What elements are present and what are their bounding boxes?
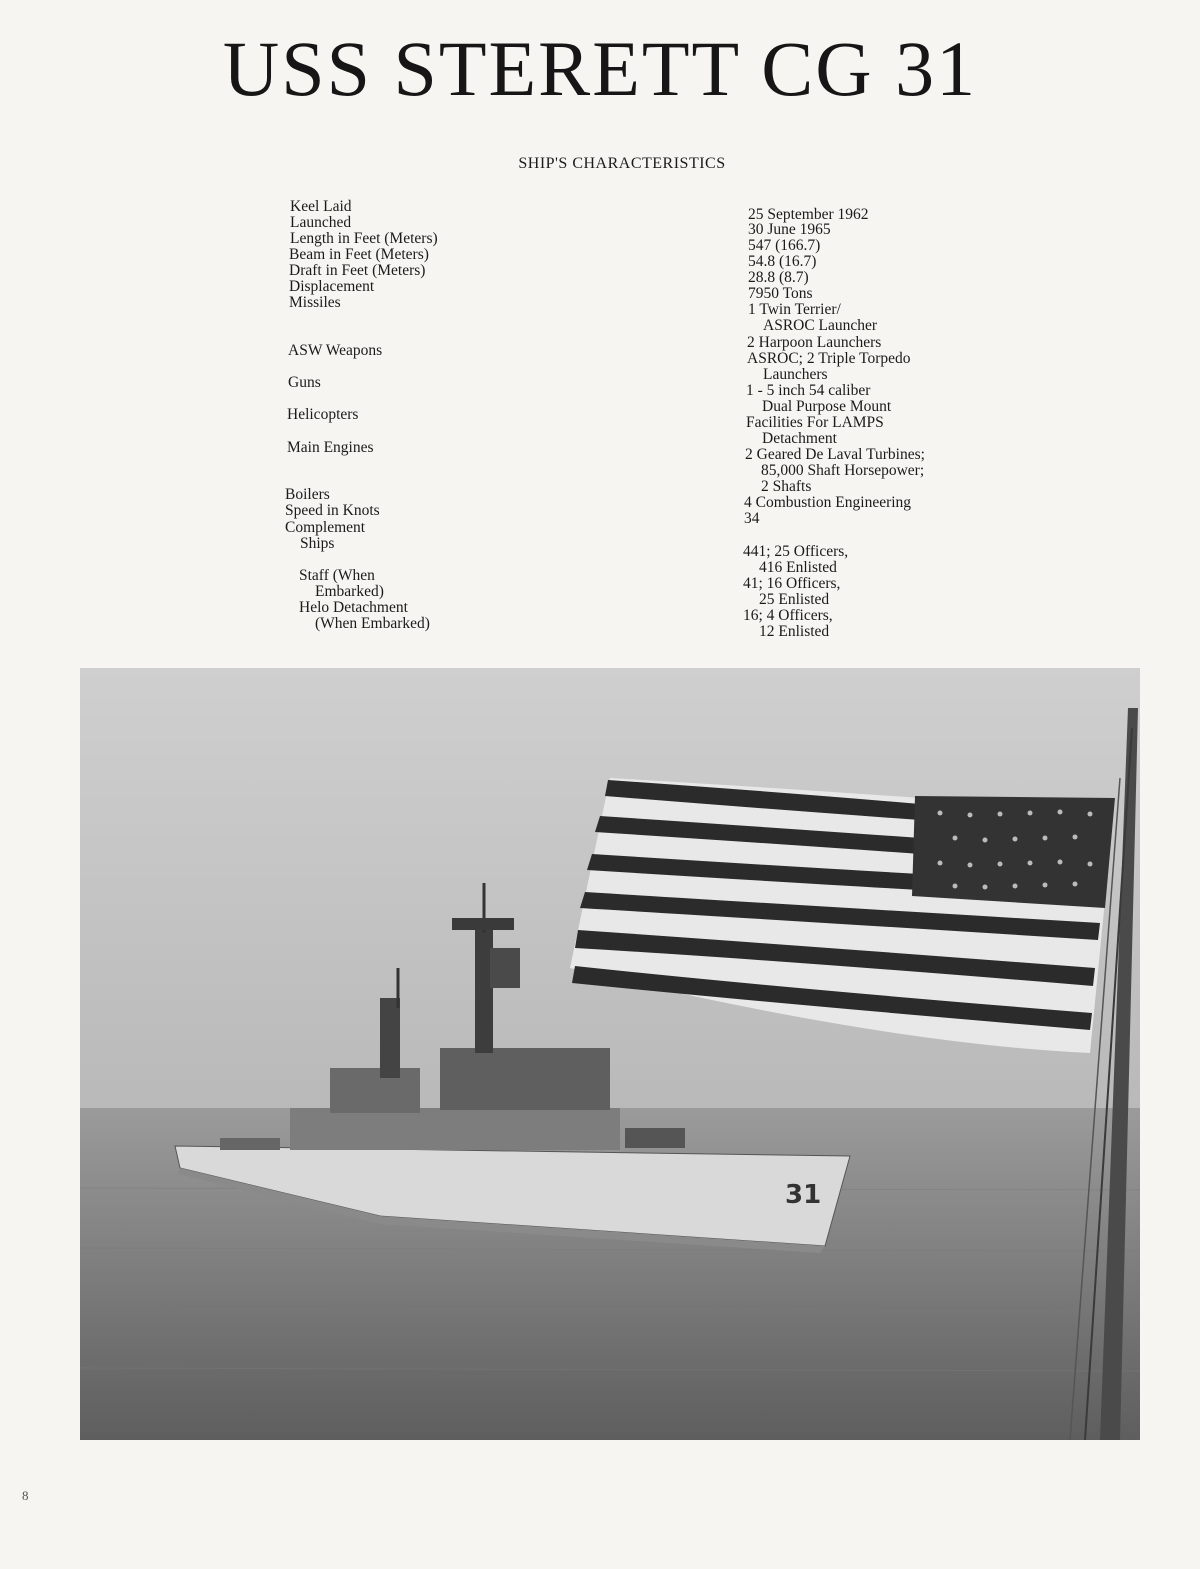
page-title: USS STERETT CG 31	[222, 25, 978, 112]
value-draft: 28.8 (8.7)	[748, 269, 809, 286]
label-asw-weapons: ASW Weapons	[288, 342, 383, 359]
value-missiles-3: 2 Harpoon Launchers	[747, 334, 882, 351]
label-boilers: Boilers	[285, 486, 330, 503]
value-helicopters-1: Facilities For LAMPS	[746, 414, 884, 431]
label-keel-laid: Keel Laid	[290, 198, 352, 215]
value-staff-1: 41; 16 Officers,	[743, 575, 841, 592]
value-displacement: 7950 Tons	[748, 285, 813, 302]
label-staff: Staff (When	[299, 567, 375, 584]
value-engines-1: 2 Geared De Laval Turbines;	[745, 446, 925, 463]
value-missiles-2: ASROC Launcher	[763, 317, 878, 334]
value-engines-3: 2 Shafts	[761, 478, 812, 495]
value-staff-2: 25 Enlisted	[759, 591, 830, 608]
value-ships-2: 416 Enlisted	[759, 559, 837, 576]
label-ships: Ships	[300, 535, 335, 552]
value-helicopters-2: Detachment	[762, 430, 837, 447]
label-helicopters: Helicopters	[287, 406, 359, 423]
section-heading: SHIP'S CHARACTERISTICS	[518, 155, 726, 172]
label-displacement: Displacement	[289, 278, 375, 295]
label-missiles: Missiles	[289, 294, 341, 311]
value-engines-2: 85,000 Shaft Horsepower;	[761, 462, 925, 479]
label-draft: Draft in Feet (Meters)	[289, 262, 426, 279]
label-launched: Launched	[290, 214, 352, 231]
value-guns-2: Dual Purpose Mount	[762, 398, 892, 415]
label-length: Length in Feet (Meters)	[290, 230, 438, 247]
value-asw-2: Launchers	[763, 366, 828, 383]
label-helo-embarked: (When Embarked)	[315, 615, 430, 632]
label-helo-detachment: Helo Detachment	[299, 599, 408, 616]
value-speed: 34	[744, 510, 760, 527]
value-length: 547 (166.7)	[748, 237, 821, 254]
label-beam: Beam in Feet (Meters)	[289, 246, 429, 263]
label-staff-embarked: Embarked)	[315, 583, 384, 600]
value-helo-2: 12 Enlisted	[759, 623, 830, 640]
value-guns-1: 1 - 5 inch 54 caliber	[746, 382, 871, 399]
value-ships-1: 441; 25 Officers,	[743, 543, 849, 560]
label-complement: Complement	[285, 519, 366, 536]
label-speed: Speed in Knots	[285, 502, 380, 519]
hull-number: 31	[785, 1180, 822, 1210]
page-number: 8	[22, 1488, 29, 1503]
value-boilers: 4 Combustion Engineering	[744, 494, 912, 511]
label-main-engines: Main Engines	[287, 439, 374, 456]
value-helo-1: 16; 4 Officers,	[743, 607, 833, 624]
label-guns: Guns	[288, 374, 321, 391]
value-asw-1: ASROC; 2 Triple Torpedo	[747, 350, 911, 367]
value-missiles-1: 1 Twin Terrier/	[748, 301, 841, 318]
value-beam: 54.8 (16.7)	[748, 253, 817, 270]
ship-photo	[80, 668, 1140, 1440]
value-keel-laid: 25 September 1962	[748, 206, 869, 223]
value-launched: 30 June 1965	[748, 221, 831, 238]
